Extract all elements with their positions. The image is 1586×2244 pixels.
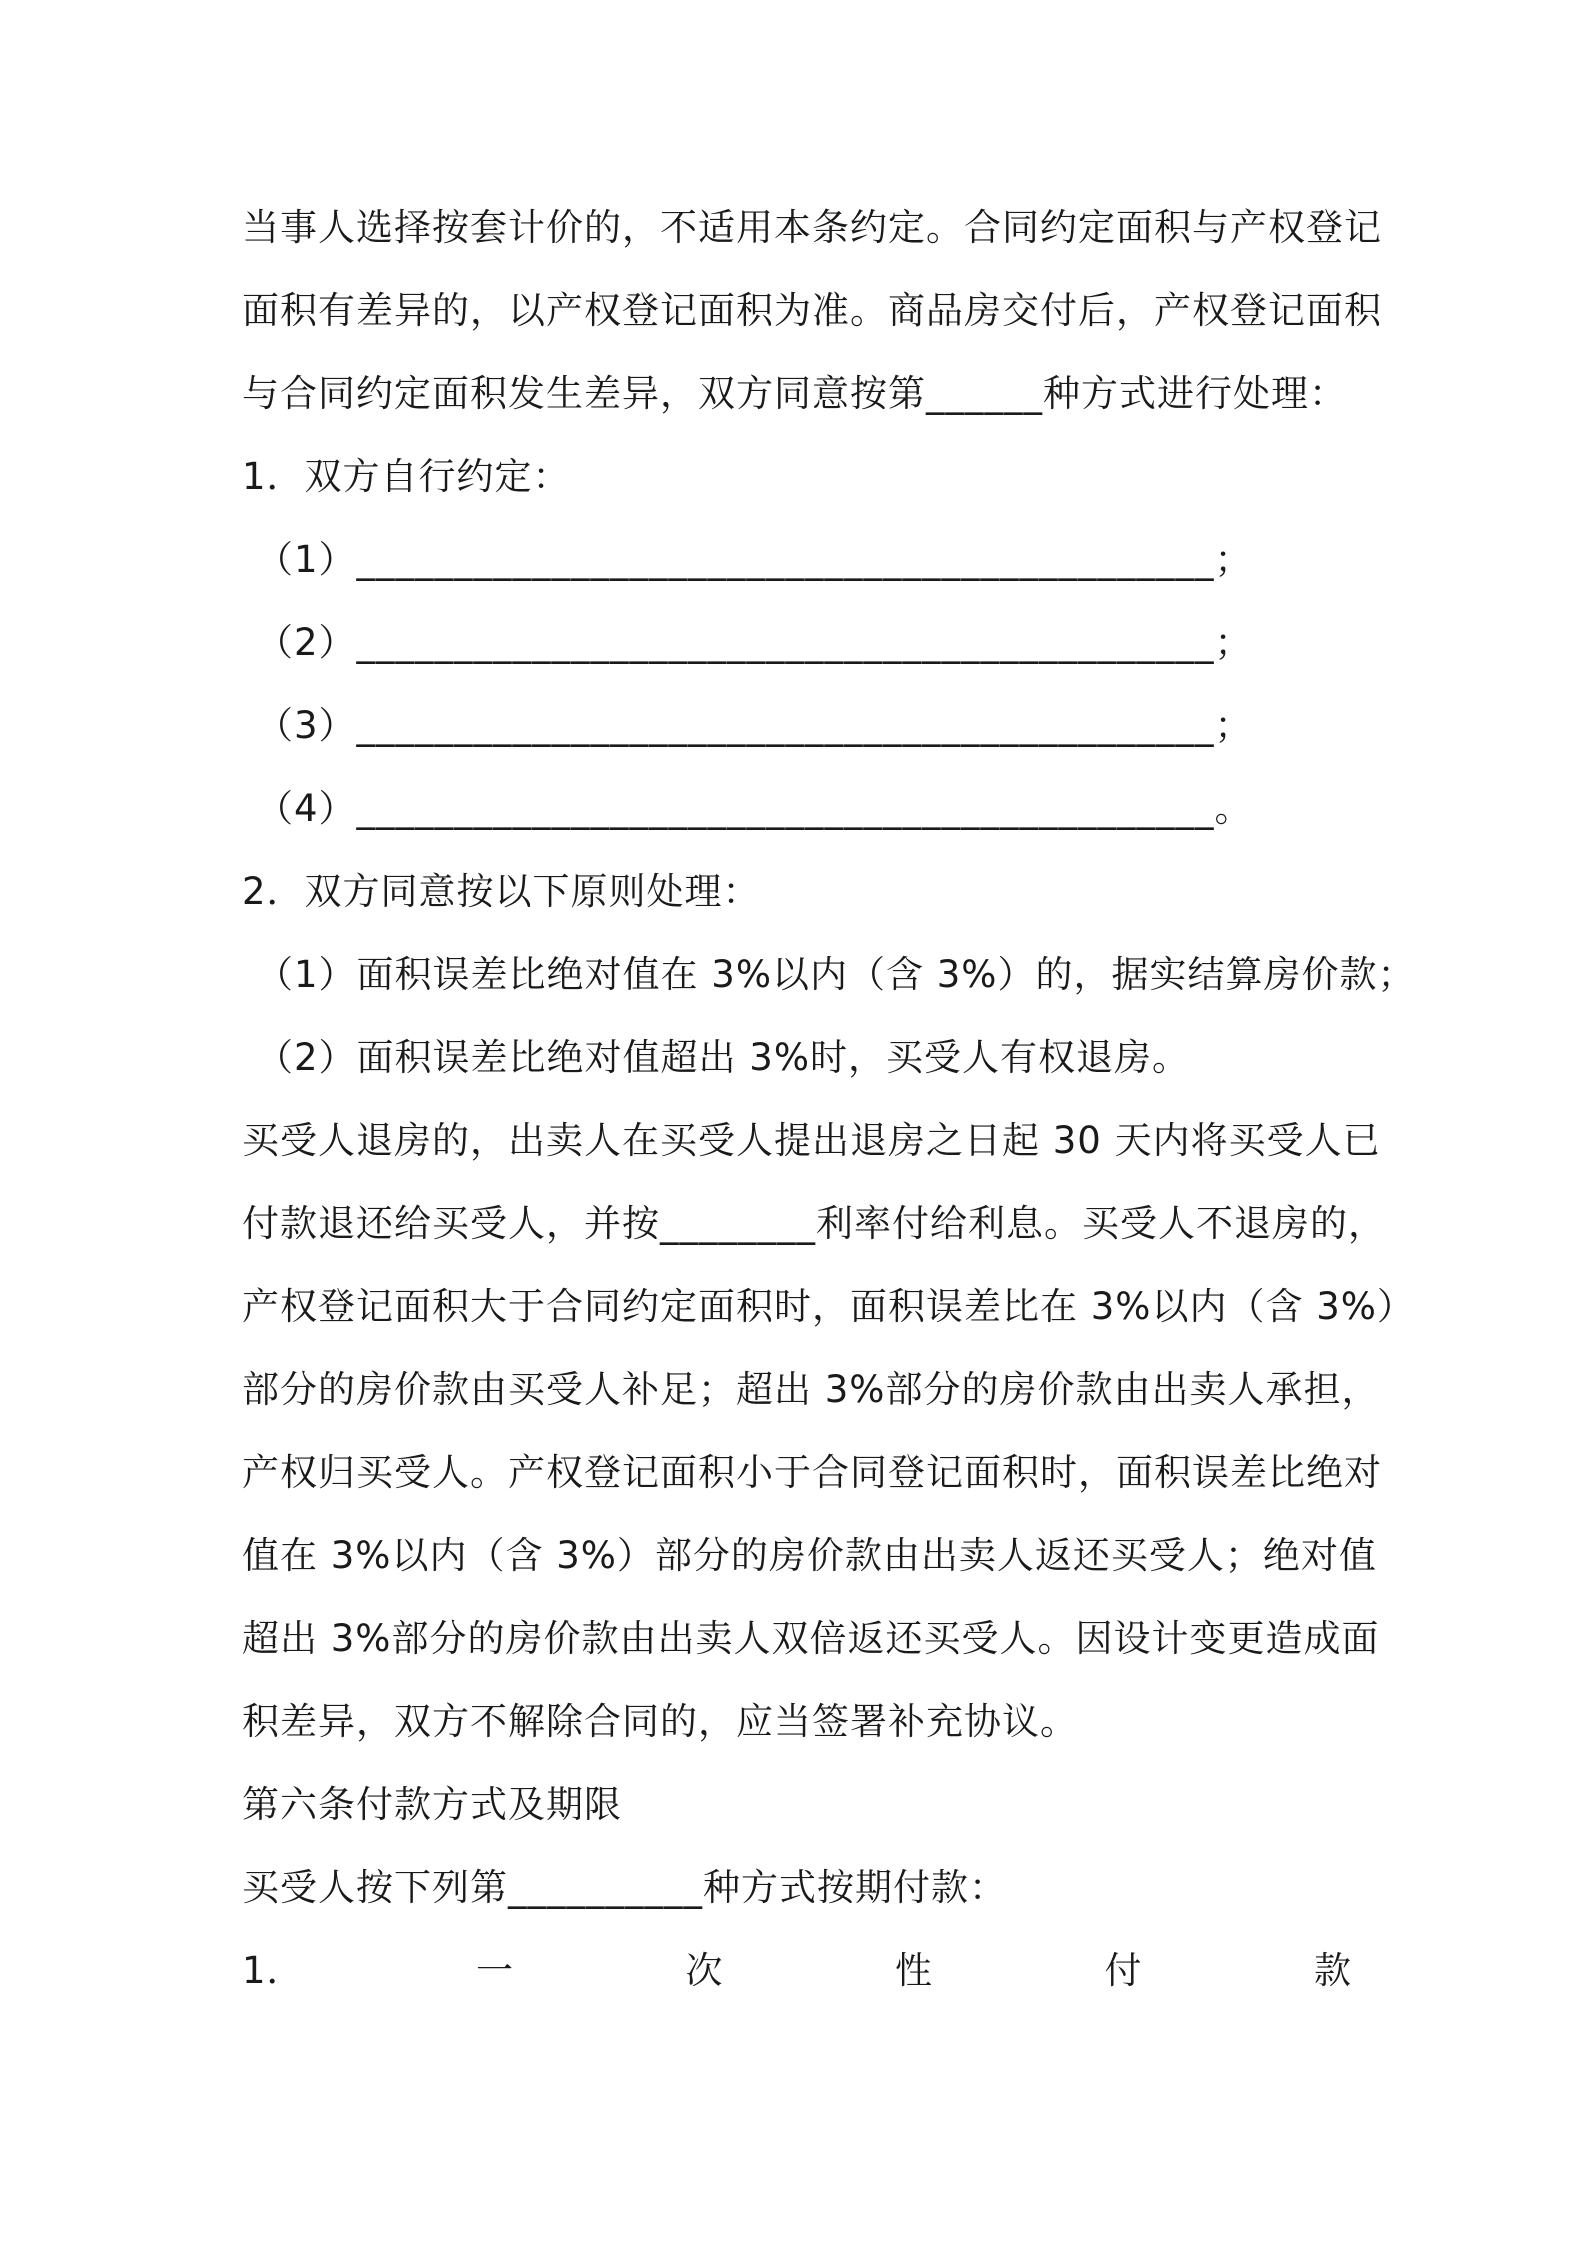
spaced-char: 性 bbox=[895, 1949, 933, 1992]
rule-item-2: （2）面积误差比绝对值超出 3%时，买受人有权退房。 bbox=[256, 1036, 1190, 1079]
list-heading: 2．双方同意按以下原则处理： bbox=[242, 870, 761, 913]
section-heading: 第六条付款方式及期限 bbox=[242, 1783, 622, 1826]
paragraph-line: 买受人按下列第__________种方式按期付款： bbox=[242, 1866, 1007, 1909]
blank-item-4: （4）____________________________________________。 bbox=[256, 787, 1253, 830]
paragraph-line: 值在 3%以内（含 3%）部分的房价款由出卖人返还买受人；绝对值 bbox=[242, 1534, 1377, 1577]
paragraph-line: 付款退还给买受人，并按________利率付给利息。买受人不退房的， bbox=[242, 1202, 1386, 1245]
paragraph-line: 超出 3%部分的房价款由出卖人双倍返还买受人。因设计变更造成面 bbox=[242, 1617, 1380, 1660]
paragraph-line: 当事人选择按套计价的，不适用本条约定。合同约定面积与产权登记 bbox=[242, 206, 1382, 249]
list-heading: 1．双方自行约定： bbox=[242, 455, 571, 498]
spaced-char: 一 bbox=[476, 1949, 515, 1992]
paragraph-line: 积差异，双方不解除合同的，应当签署补充协议。 bbox=[242, 1700, 1078, 1743]
spaced-char: 1． bbox=[242, 1949, 305, 1992]
spaced-char: 款 bbox=[1313, 1949, 1352, 1992]
paragraph-line: 产权归买受人。产权登记面积小于合同登记面积时，面积误差比绝对 bbox=[242, 1451, 1382, 1494]
blank-item-3: （3）____________________________________________； bbox=[256, 704, 1253, 747]
spaced-char: 付 bbox=[1104, 1949, 1143, 1992]
spaced-char: 次 bbox=[685, 1949, 724, 1992]
paragraph-line: 与合同约定面积发生差异，双方同意按第______种方式进行处理： bbox=[242, 372, 1347, 415]
blank-item-1: （1）____________________________________________； bbox=[256, 538, 1253, 581]
paragraph-line: 面积有差异的，以产权登记面积为准。商品房交付后，产权登记面积 bbox=[242, 289, 1382, 332]
paragraph-line: 产权登记面积大于合同约定面积时，面积误差比在 3%以内（含 3%） bbox=[242, 1285, 1415, 1328]
rule-item-1: （1）面积误差比绝对值在 3%以内（含 3%）的，据实结算房价款； bbox=[256, 953, 1416, 996]
paragraph-line: 部分的房价款由买受人补足；超出 3%部分的房价款由出卖人承担， bbox=[242, 1368, 1380, 1411]
paragraph-line: 买受人退房的，出卖人在买受人提出退房之日起 30 天内将买受人已 bbox=[242, 1119, 1381, 1162]
blank-item-2: （2）____________________________________________； bbox=[256, 621, 1253, 664]
spaced-line bbox=[242, 1943, 1352, 1999]
